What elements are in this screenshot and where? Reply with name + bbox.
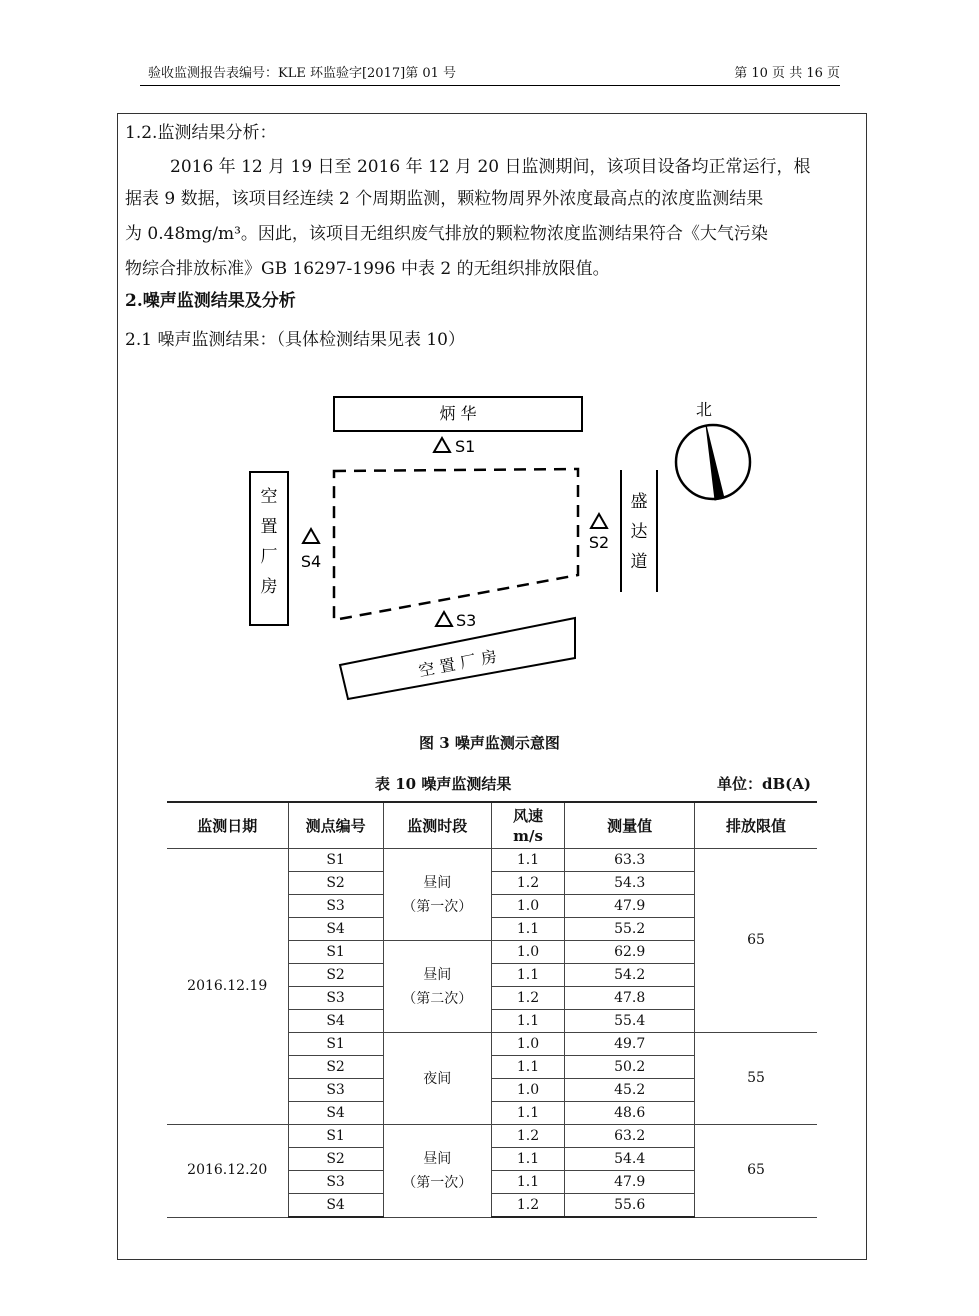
table-row [167,849,817,872]
header-wind-label: 风速 [512,806,543,825]
page-header [140,62,840,84]
road-char-1: 盛 [630,492,648,512]
date-cell: 2016.12.20 [167,1125,288,1218]
page-number: 第 10 页 共 16 页 [734,66,840,81]
noise-results-table [167,801,817,1218]
value-cell: 47.8 [565,987,695,1010]
left-building-char-1: 空 [260,487,278,507]
period-cell [383,849,491,941]
value-cell: 50.2 [565,1056,695,1079]
value-cell: 55.4 [565,1010,695,1033]
table-row [167,1125,817,1148]
wind-cell: 1.1 [491,1102,565,1125]
period-label: 夜间 [423,1070,452,1087]
section-1-2-heading: 1.2.监测结果分析： [125,123,277,143]
section-2-heading: 2.噪声监测结果及分析 [125,291,296,311]
point-cell: S2 [288,872,383,895]
compass-needle [706,425,724,500]
period-label: 昼间 [423,874,452,891]
noise-monitoring-diagram [230,385,770,715]
point-cell: S4 [288,1194,383,1218]
limit-cell: 55 [695,1033,817,1125]
value-cell: 47.9 [565,895,695,918]
period-sublabel: （第二次） [402,990,473,1007]
wind-cell: 1.0 [491,1033,565,1056]
header-wind-unit: m/s [513,826,543,845]
header-wind [491,802,565,849]
left-building-char-3: 厂 [260,547,278,567]
value-cell: 62.9 [565,941,695,964]
wind-cell: 1.2 [491,1125,565,1148]
period-sublabel: （第一次） [402,898,473,915]
s4-label: S4 [300,552,322,571]
s1-label: S1 [455,437,476,456]
point-cell: S2 [288,1148,383,1171]
period-label: 昼间 [423,1150,452,1167]
report-number: 验收监测报告表编号：KLE 环监验字[2017]第 01 号 [148,66,457,81]
road-char-2: 达 [630,522,648,542]
header-date: 监测日期 [167,802,288,849]
wind-cell: 1.0 [491,895,565,918]
point-cell: S4 [288,1102,383,1125]
header-limit: 排放限值 [695,802,817,849]
left-building-char-2: 置 [260,517,278,537]
road-char-3: 道 [630,552,648,572]
left-building-char-4: 房 [260,577,278,597]
point-cell: S2 [288,1056,383,1079]
point-cell: S3 [288,987,383,1010]
wind-cell: 1.2 [491,1194,565,1218]
point-cell: S4 [288,1010,383,1033]
section-2-1-heading: 2.1 噪声监测结果：（具体检测结果见表 10） [125,330,465,350]
period-cell [383,1033,491,1125]
wind-cell: 1.1 [491,1171,565,1194]
table-header-row [167,802,817,849]
header-point: 测点编号 [288,802,383,849]
point-cell: S2 [288,964,383,987]
value-cell: 47.9 [565,1171,695,1194]
value-cell: 54.2 [565,964,695,987]
value-cell: 55.2 [565,918,695,941]
point-cell: S3 [288,895,383,918]
top-building-label: 炳 华 [439,404,477,423]
point-cell: S1 [288,1033,383,1056]
period-cell [383,941,491,1033]
site-boundary [334,469,578,620]
wind-cell: 1.1 [491,1010,565,1033]
header-rule [140,85,840,86]
value-cell: 45.2 [565,1079,695,1102]
wind-cell: 1.1 [491,1148,565,1171]
s3-marker [436,612,452,626]
point-cell: S3 [288,1171,383,1194]
s4-marker [303,529,319,543]
point-cell: S3 [288,1079,383,1102]
period-label: 昼间 [423,966,452,983]
value-cell: 63.3 [565,849,695,872]
s2-label: S2 [588,533,610,552]
value-cell: 54.4 [565,1148,695,1171]
header-period: 监测时段 [383,802,491,849]
wind-cell: 1.1 [491,849,565,872]
header-value: 测量值 [565,802,695,849]
value-cell: 54.3 [565,872,695,895]
limit-cell: 65 [695,849,817,1033]
analysis-line-3: 为 0.48mg/m³。因此，该项目无组织废气排放的颗粒物浓度监测结果符合《大气污染 [125,224,768,244]
analysis-line-2: 据表 9 数据，该项目经连续 2 个周期监测，颗粒物周界外浓度最高点的浓度监测结果 [125,189,764,209]
analysis-line-4: 物综合排放标准》GB 16297-1996 中表 2 的无组织排放限值。 [125,259,610,279]
wind-cell: 1.1 [491,964,565,987]
value-cell: 63.2 [565,1125,695,1148]
point-cell: S1 [288,849,383,872]
s3-label: S3 [456,611,477,630]
period-sublabel: （第一次） [402,1174,473,1191]
point-cell: S1 [288,941,383,964]
figure-caption: 图 3 噪声监测示意图 [419,734,560,752]
wind-cell: 1.1 [491,918,565,941]
period-cell [383,1125,491,1218]
s1-marker [434,438,450,452]
wind-cell: 1.2 [491,872,565,895]
table-unit: 单位：dB(A) [717,775,811,793]
table-caption: 表 10 噪声监测结果 [375,775,512,793]
wind-cell: 1.2 [491,987,565,1010]
point-cell: S1 [288,1125,383,1148]
value-cell: 49.7 [565,1033,695,1056]
value-cell: 48.6 [565,1102,695,1125]
analysis-line-1: 2016 年 12 月 19 日至 2016 年 12 月 20 日监测期间，该项目设备均正常运行，根 [170,157,811,177]
bottom-building-label: 空 置 厂 房 [416,646,499,681]
wind-cell: 1.0 [491,941,565,964]
wind-cell: 1.0 [491,1079,565,1102]
point-cell: S4 [288,918,383,941]
s2-marker [591,514,607,528]
value-cell: 55.6 [565,1194,695,1218]
date-cell: 2016.12.19 [167,849,288,1125]
limit-cell: 65 [695,1125,817,1218]
wind-cell: 1.1 [491,1056,565,1079]
north-label: 北 [695,400,713,419]
